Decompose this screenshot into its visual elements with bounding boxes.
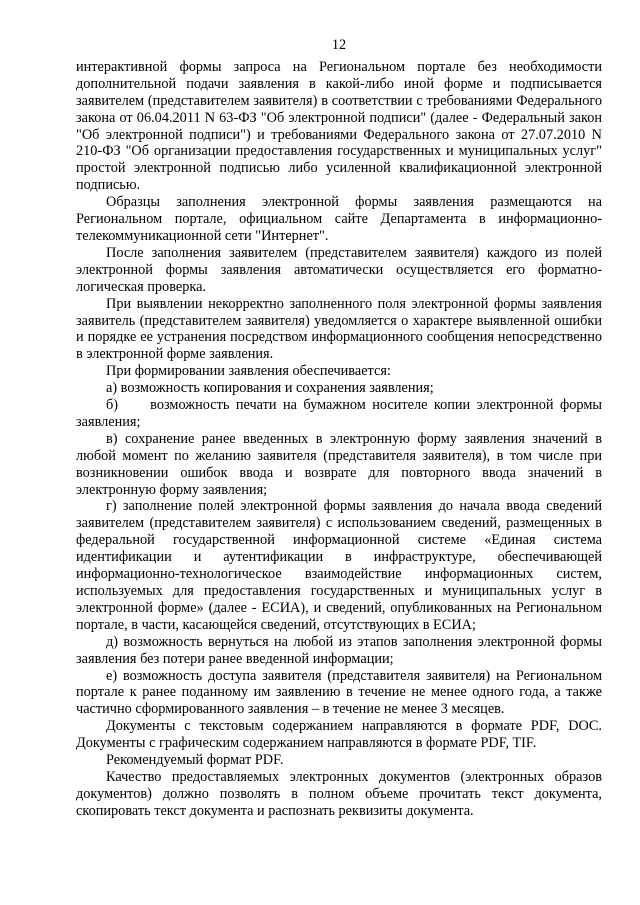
- paragraph: б) возможность печати на бумажном носителе копии электронной формы заявления;: [76, 397, 602, 430]
- paragraph: Документы с текстовым содержанием направляются в формате PDF, DOC. Документы с графическим содержанием направляются в формате PDF, TIF.: [76, 718, 602, 752]
- paragraph: При выявлении некорректно заполненного поля электронной формы заявления заявитель (представителем заявителя) уведомляется о характере выявленной ошибки и порядке ее устранения посредством информационного сообщения непосредственно в электронной форме заявления.: [76, 295, 602, 363]
- page-number: 12: [331, 37, 347, 53]
- paragraph: д) возможность вернуться на любой из этапов заполнения электронной формы заявления без потери ранее введенной информации;: [76, 633, 602, 667]
- paragraph: После заполнения заявителем (представителем заявителя) каждого из полей электронной формы заявления автоматически осуществляется его форматно-логическая проверка.: [76, 244, 602, 295]
- paragraph: а) возможность копирования и сохранения заявления;: [106, 380, 434, 397]
- paragraph: в) сохранение ранее введенных в электронную форму заявления значений в любой момент по желанию заявителя (представителя заявителя), в том числе при возникновении ошибок ввода и возврате для повторного ввода значений в электронную форму заявления;: [76, 430, 602, 498]
- paragraph: е) возможность доступа заявителя (представителя заявителя) на Региональном портале к ранее поданному им заявлению в течение не менее одного года, а также частично сформированного заявления – в течение не менее 3 месяцев.: [76, 667, 602, 718]
- paragraph: Качество предоставляемых электронных документов (электронных образов документов) должно позволять в полном объеме прочитать текст документа, скопировать текст документа и распознать реквизиты документа.: [76, 768, 602, 819]
- paragraph: Образцы заполнения электронной формы заявления размещаются на Региональном портале, официальном сайте Департамента в информационно-телекоммуникационной сети "Интернет".: [76, 194, 602, 244]
- body-text: [76, 59, 602, 820]
- paragraph: Рекомендуемый формат PDF.: [106, 752, 284, 769]
- paragraph: При формировании заявления обеспечивается:: [106, 363, 391, 380]
- paragraph: г) заполнение полей электронной формы заявления до начала ввода сведений заявителем (представителем заявителя) с использованием сведений, размещенных в федеральной государственной информационной системе «Единая система идентификации и аутентификации в инфраструктуре, обеспечивающей информационно-технологическое взаимодействие информационных систем, используемых для предоставления государственных и муниципальных услуг в электронной форме» (далее - ЕСИА), и сведений, опубликованных на Региональном портале, в части, касающейся сведений, отсутствующих в ЕСИА;: [76, 498, 602, 633]
- paragraph: интерактивной формы запроса на Региональном портале без необходимости дополнительной подачи заявления в какой-либо иной форме и подписывается заявителем (представителем заявителя) в соответствии с требованиями Федерального закона от 06.04.2011 N 63-ФЗ "Об электронной подписи" (далее - Федеральный закон "Об электронной подписи") и требованиями Федерального закона от 27.07.2010 N 210-ФЗ "Об организации предоставления государственных и муниципальных услуг" простой электронной подписью либо усиленной квалификационной электронной подписью.: [76, 58, 602, 194]
